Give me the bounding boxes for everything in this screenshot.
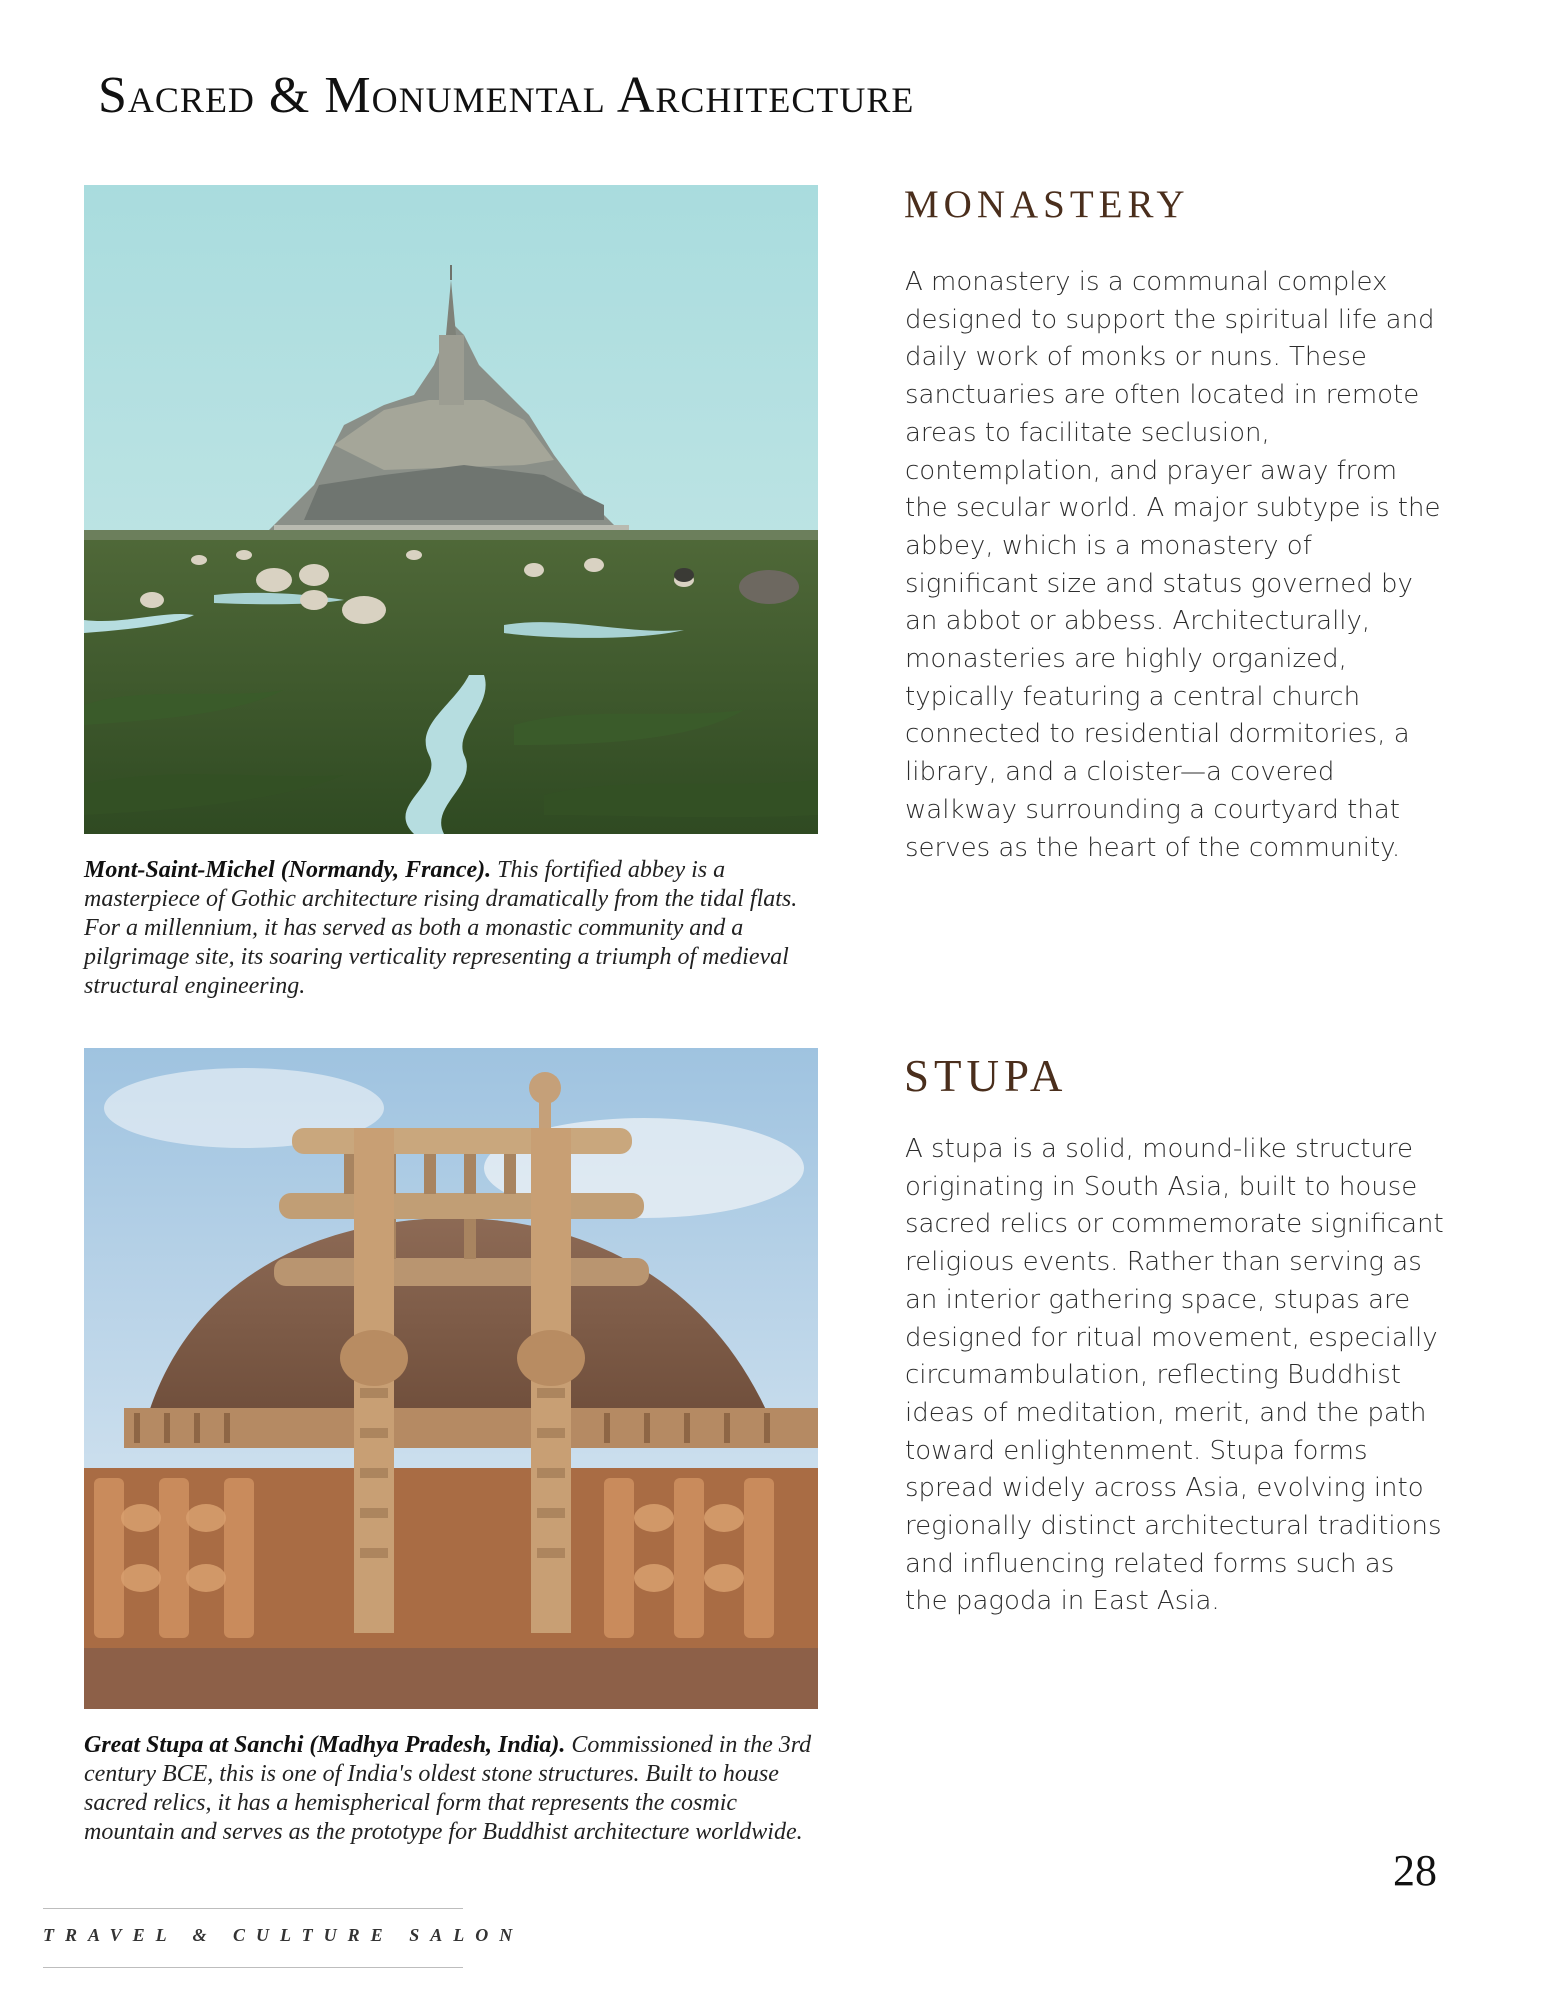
mont-saint-michel-photo: [84, 185, 818, 834]
section-heading-monastery: MONASTERY: [904, 183, 1190, 226]
photo-caption-1: [84, 856, 824, 1001]
page-title: Sacred & Monumental Architecture: [98, 67, 915, 124]
great-stupa-photo: [84, 1048, 818, 1709]
caption-text: This fortified abbey is a masterpiece of Gothic architecture rising dramatically from the tidal flats. For a millennium, it has served as both a monastic community and a pilgrimage site, its soaring verticality representing a triumph of medieval structural engineering.: [84, 857, 798, 999]
great-stupa-illustration: [84, 1048, 818, 1709]
caption-title: Mont-Saint-Michel (Normandy, France).: [84, 857, 492, 883]
photo-caption-2: [84, 1731, 824, 1847]
section-body-monastery: A monastery is a communal complex designed to support the spiritual life and daily work of monks or nuns. These sanctuaries are often located in remote areas to facilitate seclusion, contemplation, and prayer away from the secular world. A major subtype is the abbey, which is a monastery of significant size and status governed by an abbot or abbess. Architecturally, monasteries are highly organized, typically featuring a central church connected to residential dormitories, a library, and a cloister—a covered walkway surrounding a courtyard that serves as the heart of the community.: [905, 267, 1441, 863]
section-body-stupa: A stupa is a solid, mound-like structure originating in South Asia, built to house sacred relics or commemorate significant religious events. Rather than serving as an interior gathering space, stupas are designed for ritual movement, especially circumambulation, reflecting Buddhist ideas of meditation, merit, and the path toward enlightenment. Stupa forms spread widely across Asia, evolving into regionally distinct architectural traditions and influencing related forms such as the pagoda in East Asia.: [905, 1134, 1444, 1617]
footer-divider-top: [43, 1908, 463, 1909]
caption-text: Commissioned in the 3rd century BCE, this is one of India's oldest stone structures. Built to house sacred relics, it has a hemispherical form that represents the cosmic mountain and serves as the prototype for Buddhist architecture worldwide.: [84, 1732, 812, 1845]
mont-saint-michel-illustration: [84, 185, 818, 834]
footer-divider-bottom: [43, 1967, 463, 1968]
page-number: 28: [1393, 1846, 1437, 1895]
caption-title: Great Stupa at Sanchi (Madhya Pradesh, India).: [84, 1732, 566, 1758]
footer-brand: TRAVEL & CULTURE SALON: [43, 1925, 524, 1945]
section-heading-stupa: STUPA: [904, 1051, 1068, 1101]
